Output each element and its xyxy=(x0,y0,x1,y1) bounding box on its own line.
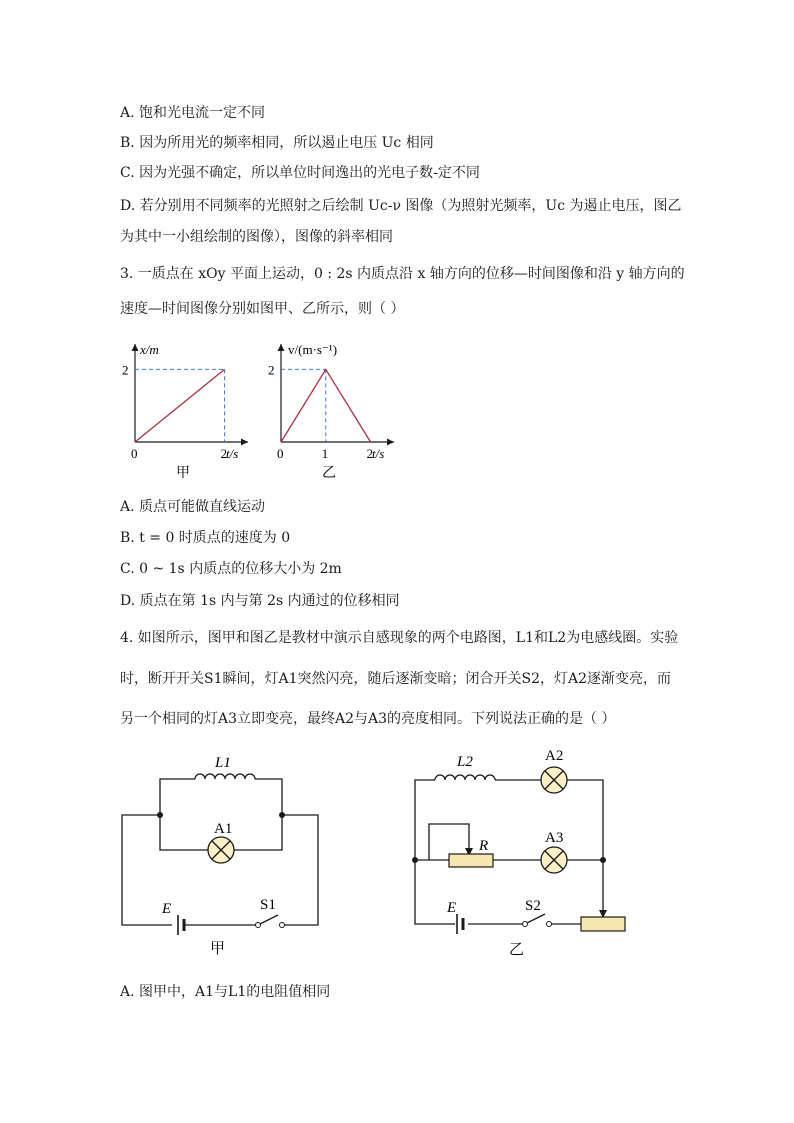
graph-jia xyxy=(118,340,258,480)
graph-yi-ytick-2: 2 xyxy=(268,362,275,378)
label-l1: L1 xyxy=(215,755,231,771)
label-a1: A1 xyxy=(214,821,233,837)
label-a2: A2 xyxy=(545,748,564,764)
lamp-a3-icon xyxy=(541,847,567,873)
graph-jia-xtick-2: 2 xyxy=(220,446,228,461)
graph-yi-caption: 乙 xyxy=(322,465,336,480)
graph-jia-series-line xyxy=(135,369,225,442)
label-e2: E xyxy=(447,900,457,916)
inductor-l1-icon xyxy=(195,774,255,779)
lamp-a2-icon xyxy=(541,767,567,793)
q4-stem-line1: 4. 如图所示，图甲和图乙是教材中演示自感现象的两个电路图，L1和L2为电感线圈。实验 xyxy=(120,630,679,646)
label-s2: S2 xyxy=(525,898,541,914)
graph-yi-xtick-0: 0 xyxy=(277,446,284,461)
graph-jia-xtick-0: 0 xyxy=(131,446,138,461)
q3-option-d: D. 质点在第 1s 内与第 2s 内通过的位移相同 xyxy=(120,593,400,609)
graph-jia-xlabel: t/s xyxy=(226,446,239,461)
graph-jia-ytick-2: 2 xyxy=(122,362,129,378)
q4-stem-line3: 另一个相同的灯A3立即变亮，最终A2与A3的亮度相同。下列说法正确的是（ ） xyxy=(120,711,616,727)
q3-option-a: A. 质点可能做直线运动 xyxy=(120,499,266,515)
graph-yi xyxy=(264,340,404,480)
circuit-jia xyxy=(110,745,340,965)
graph-jia-ylabel: x/m xyxy=(140,342,159,357)
q2-option-d-line1: D. 若分别用不同频率的光照射之后绘制 Uc-ν 图像（为照射光频率，Uc 为遏止电压，图乙 xyxy=(120,198,682,214)
q2-option-c: C. 因为光强不确定，所以单位时间逸出的光电子数-定不同 xyxy=(120,165,480,181)
q3-stem-line1: 3. 一质点在 xOy 平面上运动，0 : 2s 内质点沿 x 轴方向的位移—时间图像和沿 y 轴方向的 xyxy=(120,266,685,282)
q4-option-a: A. 图甲中，A1与L1的电阻值相同 xyxy=(120,984,331,1000)
graph-yi-ylabel: v/(m·s⁻¹) xyxy=(288,342,338,357)
q3-option-b: B. t = 0 时质点的速度为 0 xyxy=(120,530,291,546)
graph-yi-xlabel: t/s xyxy=(372,446,385,461)
circuit-yi-caption: 乙 xyxy=(509,940,525,958)
q3-stem-line2: 速度—时间图像分别如图甲、乙所示，则（ ） xyxy=(120,301,405,317)
graph-yi-xtick-1: 1 xyxy=(321,446,329,461)
q2-option-a: A. 饱和光电流一定不同 xyxy=(120,105,266,121)
graph-jia-caption: 甲 xyxy=(176,465,190,480)
circuit-jia-caption: 甲 xyxy=(210,939,226,957)
graph-yi-xtick-2: 2 xyxy=(366,446,374,461)
lamp-a1-icon xyxy=(208,837,234,863)
label-l2: L2 xyxy=(457,754,473,770)
q3-option-c: C. 0 ~ 1s 内质点的位移大小为 2m xyxy=(120,561,342,577)
circuit-yi xyxy=(405,740,645,970)
label-e: E xyxy=(162,901,172,917)
q2-option-b: B. 因为所用光的频率相同，所以遏止电压 Uc 相同 xyxy=(120,135,434,151)
label-s1: S1 xyxy=(260,897,276,913)
resistor-bottom-icon xyxy=(581,917,625,931)
inductor-l2-icon xyxy=(435,775,495,780)
rheostat-r-icon xyxy=(449,854,493,867)
label-r: R xyxy=(479,838,489,854)
q2-option-d-line2: 为其中一小组绘制的图像），图像的斜率相同 xyxy=(120,229,393,245)
label-a3: A3 xyxy=(545,830,564,846)
q4-stem-line2: 时，断开开关S1瞬间，灯A1突然闪亮，随后逐渐变暗；闭合开关S2，灯A2逐渐变亮，而 xyxy=(120,671,672,687)
